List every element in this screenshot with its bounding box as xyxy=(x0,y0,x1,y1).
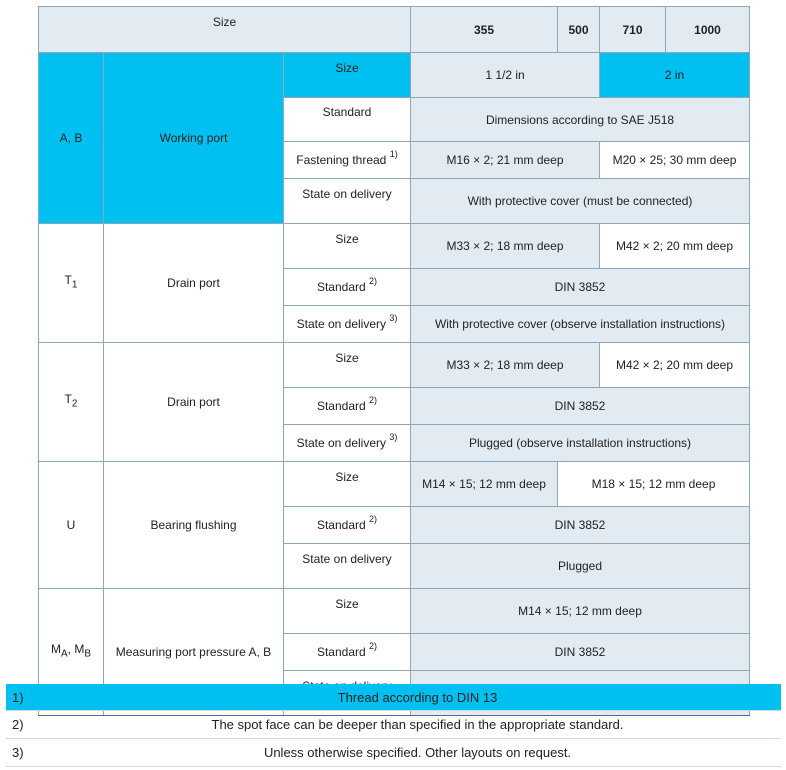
header-size-1000: 1000 xyxy=(666,7,750,53)
row-label: State on delivery xyxy=(284,544,411,589)
footnote-ref: 3) xyxy=(389,313,398,323)
footnote-number: 2) xyxy=(6,711,54,739)
header-size-710: 710 xyxy=(600,7,666,53)
port-designation: $M_A$, $M_B$ xyxy=(39,589,104,716)
value-cell: DIN 3852 xyxy=(411,269,750,306)
footnote-text: The spot face can be deeper than specified in the appropriate standard. xyxy=(54,711,781,739)
port-name: Working port xyxy=(104,53,284,224)
value-cell: M16 × 2; 21 mm deep xyxy=(411,142,600,179)
port-designation: U xyxy=(39,462,104,589)
value-cell: M42 × 2; 20 mm deep xyxy=(600,224,750,269)
value-cell: DIN 3852 xyxy=(411,388,750,425)
value-cell: Plugged xyxy=(411,544,750,589)
row-label: Size xyxy=(284,224,411,269)
row-label: Size xyxy=(284,589,411,634)
footnote-ref: 3) xyxy=(389,432,398,442)
footnote-row xyxy=(6,739,781,767)
port-designation: $T_1$ xyxy=(39,224,104,343)
value-cell: M42 × 2; 20 mm deep xyxy=(600,343,750,388)
footnote-text: Thread according to DIN 13 xyxy=(54,684,781,711)
row-label: Size xyxy=(284,462,411,507)
footnote-text: Unless otherwise specified. Other layouts on request. xyxy=(54,739,781,767)
row-label: Standard xyxy=(284,98,411,142)
header-size-355: 355 xyxy=(411,7,558,53)
table-row xyxy=(39,343,750,388)
value-cell: M33 × 2; 18 mm deep xyxy=(411,224,600,269)
header-size-500: 500 xyxy=(558,7,600,53)
header-size-label: Size xyxy=(39,7,411,53)
row-label: State on delivery xyxy=(284,179,411,224)
row-label: Standard $^{2)}$ xyxy=(284,634,411,671)
port-specification-table xyxy=(38,6,750,716)
footnote-row xyxy=(6,684,781,711)
row-label: Size xyxy=(284,53,411,98)
value-cell: M14 × 15; 12 mm deep xyxy=(411,462,558,507)
table-row xyxy=(39,462,750,507)
footnote-row xyxy=(6,711,781,739)
value-cell: M33 × 2; 18 mm deep xyxy=(411,343,600,388)
table-row xyxy=(39,589,750,634)
row-label: Size xyxy=(284,343,411,388)
value-cell: M20 × 25; 30 mm deep xyxy=(600,142,750,179)
port-designation: A, B xyxy=(39,53,104,224)
footnotes-table xyxy=(6,684,781,767)
value-cell: 2 in xyxy=(600,53,750,98)
value-cell: M18 × 15; 12 mm deep xyxy=(558,462,750,507)
footnote-ref: 2) xyxy=(369,395,378,405)
value-cell: M14 × 15; 12 mm deep xyxy=(411,589,750,634)
port-name: Measuring port pressure A, B xyxy=(104,589,284,716)
footnote-ref: 2) xyxy=(369,276,378,286)
row-label: State on delivery $^{3)}$ xyxy=(284,306,411,343)
value-cell: Dimensions according to SAE J518 xyxy=(411,98,750,142)
value-cell: With protective cover (must be connected) xyxy=(411,179,750,224)
footnote-ref: 2) xyxy=(369,514,378,524)
port-name: Drain port xyxy=(104,343,284,462)
row-label: Standard $^{2)}$ xyxy=(284,269,411,306)
row-label: State on delivery $^{3)}$ xyxy=(284,425,411,462)
footnote-ref: 2) xyxy=(369,641,378,651)
footnote-number: 3) xyxy=(6,739,54,767)
value-cell: With protective cover (observe installation instructions) xyxy=(411,306,750,343)
row-label: Standard $^{2)}$ xyxy=(284,507,411,544)
footnote-number: 1) xyxy=(6,684,54,711)
port-designation: $T_2$ xyxy=(39,343,104,462)
table-row xyxy=(39,53,750,98)
value-cell: DIN 3852 xyxy=(411,634,750,671)
row-label: Fastening thread $^{1)}$ xyxy=(284,142,411,179)
footnote-ref: 1) xyxy=(389,149,398,159)
port-name: Bearing flushing xyxy=(104,462,284,589)
value-cell: Plugged (observe installation instructions) xyxy=(411,425,750,462)
value-cell: DIN 3852 xyxy=(411,507,750,544)
value-cell: 1 1/2 in xyxy=(411,53,600,98)
table-row xyxy=(39,224,750,269)
table-header-row xyxy=(39,7,750,53)
row-label: Standard $^{2)}$ xyxy=(284,388,411,425)
port-name: Drain port xyxy=(104,224,284,343)
